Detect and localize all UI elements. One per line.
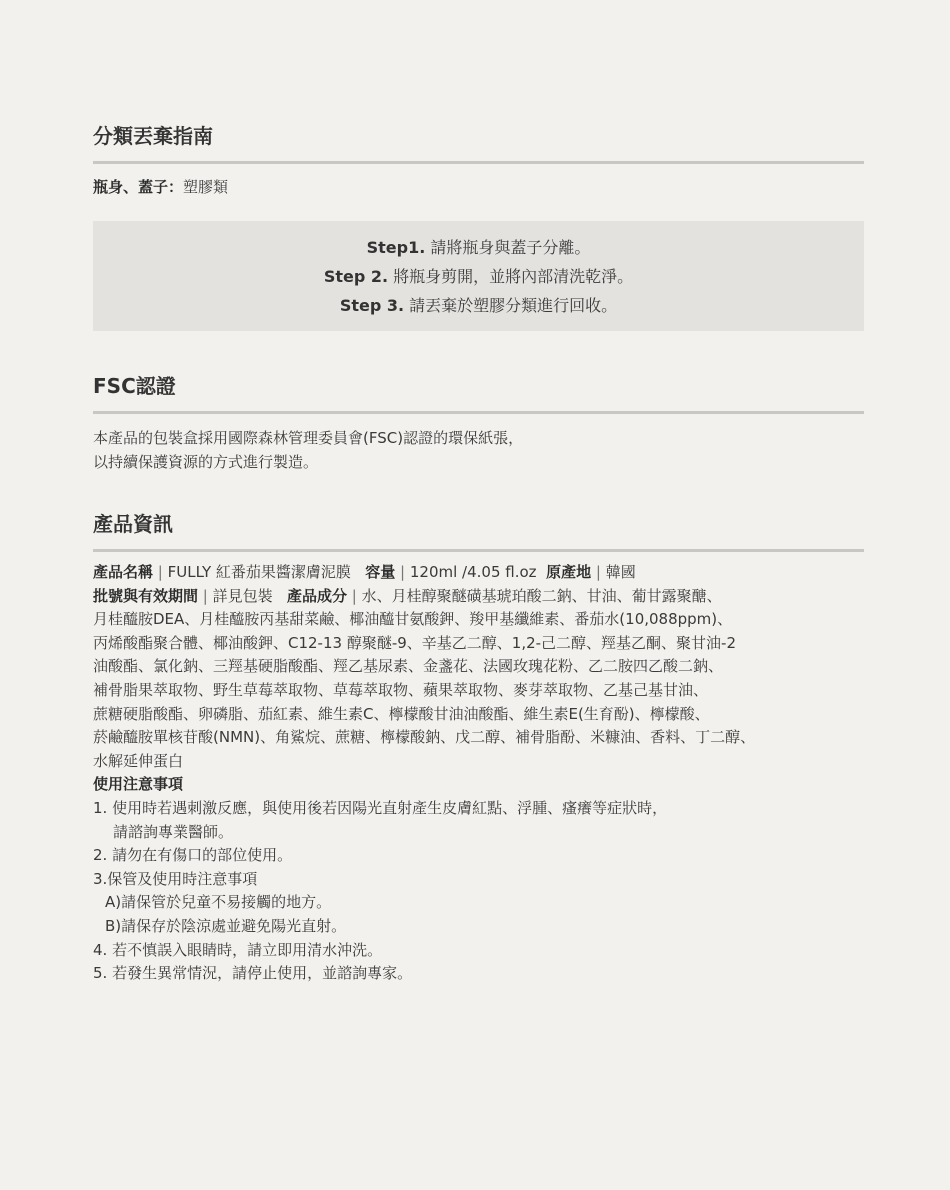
ingredients-line: 丙烯酸酯聚合體、椰油酸鉀、C12-13 醇聚醚-9、辛基乙二醇、1,2-己二醇、羥基乙酮、聚甘油-2	[93, 633, 737, 652]
product-title: 產品資訊	[93, 508, 864, 552]
material-row	[93, 176, 864, 197]
ingredients-line: 蔗糖硬脂酸酯、卵磷脂、茄紅素、維生素C、檸檬酸甘油油酸酯、維生素E(生育酚)、檸檬酸、	[93, 704, 710, 723]
batch-ingredients-row: 批號與有效期間 | 詳見包裝 產品成分 | 水、月桂醇聚醚磺基琥珀酸二鈉、甘油、葡甘露聚醣、	[93, 586, 722, 605]
ingredients-line: 水解延伸蛋白	[93, 751, 184, 770]
fsc-section	[93, 370, 864, 474]
material-value: 塑膠類	[183, 178, 229, 196]
note-item: B)請保存於陰涼處並避免陽光直射。	[105, 916, 347, 935]
note-item: 5. 若發生異常情況，請停止使用，並諮詢專家。	[93, 964, 413, 983]
ingredients-line: 油酸酯、氯化鈉、三羥基硬脂酸酯、羥乙基尿素、金盞花、法國玫瑰花粉、乙二胺四乙酸二鈉、	[93, 657, 724, 676]
step-1: Step1. 請將瓶身與蓋子分離。	[366, 237, 591, 257]
disposal-title: 分類丟棄指南	[93, 120, 864, 164]
step-2: Step 2. 將瓶身剪開，並將內部清洗乾淨。	[323, 266, 634, 286]
note-item: 2. 請勿在有傷口的部位使用。	[93, 846, 293, 865]
fsc-title: FSC認證	[93, 370, 864, 414]
note-item: 1. 使用時若遇刺激反應，與使用後若因陽光直射產生皮膚紅點、浮腫、瘙癢等症狀時，	[93, 798, 668, 817]
product-name-row: 產品名稱 | FULLY 紅番茄果醬潔膚泥膜 容量 | 120ml /4.05 fl.oz 原產地 | 韓國	[93, 563, 636, 581]
ingredients-line: 月桂醯胺DEA、月桂醯胺丙基甜菜鹼、椰油醯甘氨酸鉀、羧甲基纖維素、番茄水(10,088ppm)、	[93, 610, 733, 629]
disposal-section	[93, 120, 864, 331]
product-info-body	[93, 561, 864, 986]
material-label: 瓶身、蓋子：	[93, 178, 184, 196]
disposal-steps-box	[93, 221, 864, 331]
note-item: 4. 若不慎誤入眼睛時，請立即用清水沖洗。	[93, 940, 383, 959]
product-section	[93, 508, 864, 986]
step-3: Step 3. 請丟棄於塑膠分類進行回收。	[339, 295, 618, 315]
ingredients-line: 菸鹼醯胺單核苷酸(NMN)、角鯊烷、蔗糖、檸檬酸鈉、戊二醇、補骨脂酚、米糠油、香料、丁二醇、	[93, 728, 756, 747]
ingredients-line: 補骨脂果萃取物、野生草莓萃取物、草莓萃取物、蘋果萃取物、麥芽萃取物、乙基己基甘油、	[93, 680, 709, 699]
note-item: 請諮詢專業醫師。	[113, 822, 234, 841]
note-item: 3.保管及使用時注意事項	[93, 869, 258, 888]
fsc-text: 本產品的包裝盒採用國際森林管理委員會(FSC)認證的環保紙張， 以持續保護資源的方式進行製造。	[93, 429, 524, 471]
note-item: A)請保管於兒童不易接觸的地方。	[105, 893, 332, 912]
notes-title: 使用注意事項	[93, 775, 184, 794]
